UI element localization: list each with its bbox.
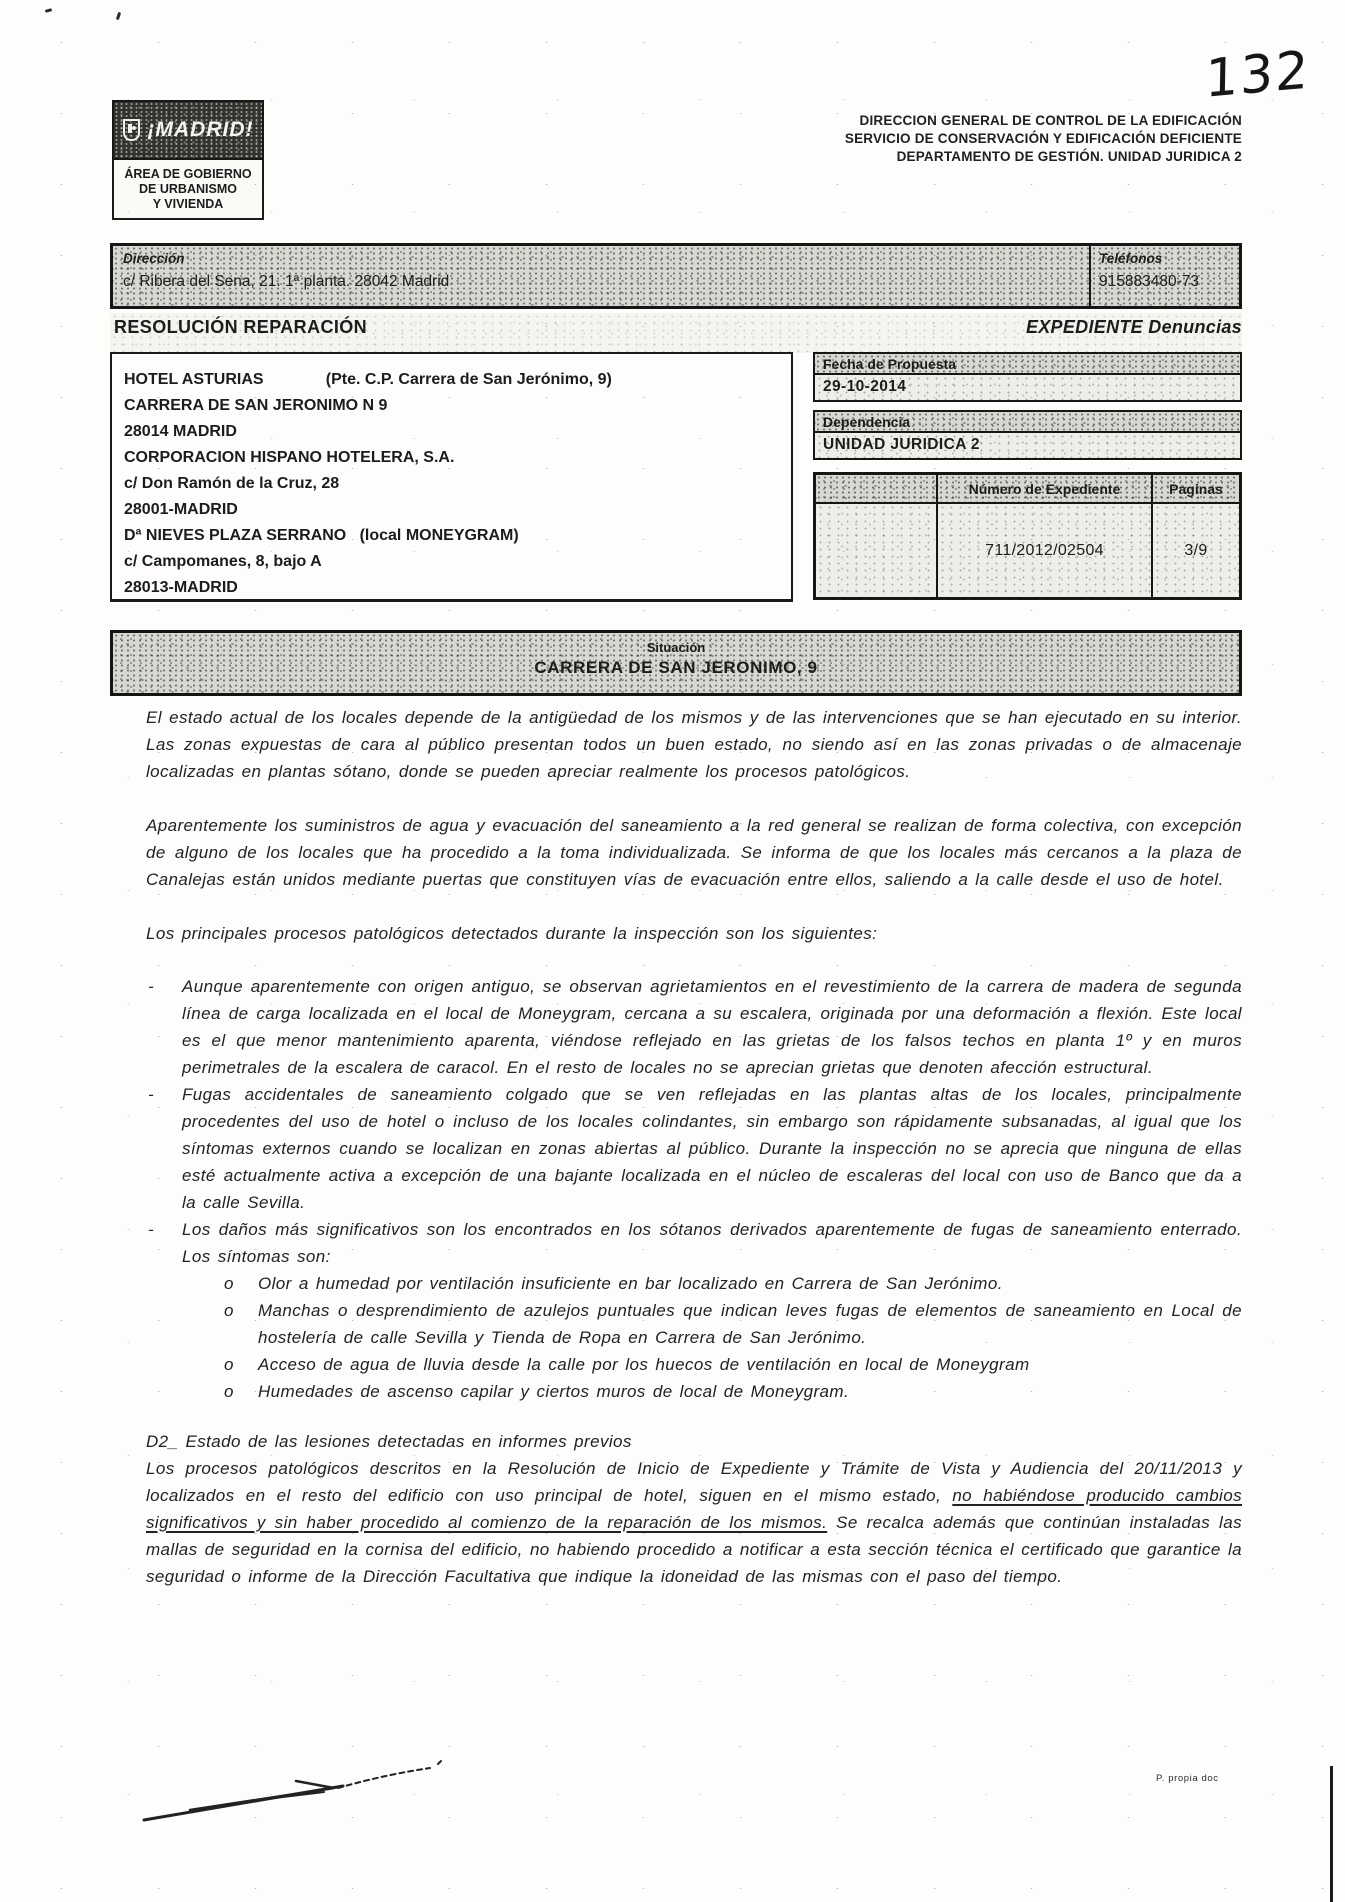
recipient-line: c/ Don Ramón de la Cruz, 28	[124, 475, 340, 492]
bullet-item	[146, 1216, 1242, 1270]
situacion-label: Situación	[646, 640, 706, 655]
scan-speck-mark	[116, 12, 121, 21]
numero-expediente-value: 711/2012/02504	[938, 504, 1153, 597]
gobierno-area-label	[112, 160, 264, 220]
telefonos-label: Teléfonos	[1099, 251, 1163, 266]
sub-bullet-text: Manchas o desprendimiento de azulejos puntuales que indican leves fugas de elementos de saneamiento en Local de hostelería de calle Sevilla y Tienda de Ropa en Carrera de San Jerónimo.	[258, 1301, 1242, 1347]
recipient-line: c/ Campomanes, 8, bajo A	[124, 553, 322, 570]
recipient-line: Dª NIEVES PLAZA SERRANO (local MONEYGRAM)	[124, 527, 519, 544]
document-body	[146, 704, 1242, 1590]
footer-tiny-note: P. propia doc	[1156, 1773, 1219, 1784]
bullet-item	[146, 973, 1242, 1081]
madrid-logo-banner	[112, 100, 264, 160]
scan-speck-mark	[45, 8, 53, 13]
list-intro: Los principales procesos patológicos detectados durante la inspección son los siguientes:	[146, 924, 878, 943]
sub-bullet-text: Acceso de agua de lluvia desde la calle por los huecos de ventilación en local de Moneygram	[258, 1355, 1030, 1374]
recipient-line: 28001-MADRID	[124, 501, 238, 518]
department-header-line: SERVICIO DE CONSERVACIÓN Y EDIFICACIÓN DEFICIENTE	[844, 131, 1242, 146]
bullet-text: Aunque aparentemente con origen antiguo, se observan agrietamientos en el revestimiento de la carrera de madera de segunda línea de carga localizada en el local de Moneygram, cercana a su escalera, originada por una deformación a flexión. Este local es el que menor mantenimiento aparenta, viéndose reflejado en las grietas de los falsos techos en planta 1º y en muros perimetrales de la escalera de caracol. En el resto de locales no se aprecian grietas que denoten afección estructural.	[182, 977, 1242, 1077]
recipient-line: CORPORACION HISPANO HOTELERA, S.A.	[124, 449, 455, 466]
gobierno-area-line: Y VIVIENDA	[152, 197, 224, 211]
numero-expediente-label: Número de Expediente	[938, 475, 1153, 502]
sub-bullet-item	[224, 1297, 1242, 1351]
direccion-label: Dirección	[123, 251, 185, 266]
d2-heading: D2_ Estado de las lesiones detectadas en informes previos	[146, 1432, 632, 1451]
situacion-bar	[110, 630, 1242, 696]
empty-header-cell	[816, 475, 938, 502]
section-d2	[146, 1428, 1242, 1590]
symptom-sub-list	[224, 1270, 1242, 1405]
scan-artifact-line	[1330, 1766, 1333, 1902]
contact-bar	[110, 243, 1242, 309]
document-title: RESOLUCIÓN REPARACIÓN	[114, 317, 368, 337]
recipient-line: 28014 MADRID	[124, 423, 237, 440]
handwritten-scribble-arrow	[138, 1748, 468, 1838]
madrid-logo	[112, 100, 264, 220]
dependencia-label: Dependencia	[815, 412, 1240, 433]
expediente-title: EXPEDIENTE Denuncias	[1025, 317, 1242, 337]
department-header-line: DIRECCION GENERAL DE CONTROL DE LA EDIFICACIÓN	[859, 113, 1242, 128]
sub-bullet-o-marker: o	[224, 1301, 234, 1320]
bullet-item	[146, 1081, 1242, 1216]
madrid-coat-of-arms-icon	[123, 119, 140, 141]
recipient-line: 28013-MADRID	[124, 579, 238, 596]
direccion-cell	[113, 246, 1089, 306]
paginas-value: 3/9	[1153, 504, 1239, 597]
direccion-value: c/ Ribera del Sena, 21. 1ª planta. 28042 Madrid	[123, 273, 450, 290]
gobierno-area-line: ÁREA DE GOBIERNO	[124, 167, 252, 181]
sub-bullet-o-marker: o	[224, 1274, 234, 1293]
fecha-propuesta-label: Fecha de Propuesta	[815, 354, 1240, 375]
sub-bullet-item	[224, 1378, 1242, 1405]
expediente-table-values	[816, 504, 1239, 597]
sub-bullet-text: Humedades de ascenso capilar y ciertos muros de local de Moneygram.	[258, 1382, 850, 1401]
d2-paragraph	[146, 1455, 1242, 1590]
gobierno-area-line: DE URBANISMO	[139, 182, 237, 196]
recipient-line: HOTEL ASTURIAS (Pte. C.P. Carrera de San Jerónimo, 9)	[124, 371, 612, 388]
department-header-line: DEPARTAMENTO DE GESTIÓN. UNIDAD JURIDICA 2	[896, 149, 1242, 164]
bullet-text: Los daños más significativos son los encontrados en los sótanos derivados aparentemente de fugas de saneamiento enterrado. Los síntomas son:	[182, 1220, 1242, 1266]
sub-bullet-o-marker: o	[224, 1355, 234, 1374]
fecha-propuesta-box	[813, 352, 1242, 402]
telefonos-value: 915883480-73	[1099, 273, 1199, 290]
bullet-text: Fugas accidentales de saneamiento colgado que se ven reflejadas en las plantas altas de los locales, principalmente procedentes del uso de hotel o incluso de los locales colindantes, sin embargo son rápidamente subsanadas, al igual que los síntomas externos cuando se localizan en zonas abiertas al público. Durante la inspección no se aprecia que ninguna de ellas esté actualmente activa a excepción de una bajante localizada en el núcleo de escaleras del local con uso de Banco que da a la calle Sevilla.	[182, 1085, 1242, 1212]
sub-bullet-o-marker: o	[224, 1382, 234, 1401]
dependencia-box	[813, 410, 1242, 460]
sub-bullet-item	[224, 1270, 1242, 1297]
expediente-table-header	[816, 475, 1239, 504]
paginas-label: Paginas	[1153, 475, 1239, 502]
sub-bullet-item	[224, 1351, 1242, 1378]
department-header	[845, 112, 1242, 166]
bullet-dash-marker: -	[148, 1085, 155, 1104]
bullet-dash-marker: -	[148, 977, 155, 996]
bullet-dash-marker: -	[148, 1220, 155, 1239]
handwritten-page-number: 132	[1204, 40, 1311, 110]
d2-underlined-text: no habiéndose producido cambios significativos y sin haber procedido al comienzo de la reparación de los mismos.	[146, 1486, 1242, 1532]
recipient-address-box	[110, 352, 793, 602]
dependencia-value: UNIDAD JURIDICA 2	[815, 433, 1240, 458]
title-row	[114, 317, 1242, 338]
d2-text-part2: Se recalca además que continúan instaladas las mallas de seguridad en la cornisa del edificio, no habiendo procedido a notificar a esta sección técnica el certificado que garantice la seguridad o informe de la Dirección Facultativa que indique la idoneidad de las mismas con el paso del tiempo.	[146, 1513, 1242, 1586]
madrid-brand-text: ¡MADRID!	[147, 118, 254, 141]
expediente-table	[813, 472, 1242, 600]
empty-value-cell	[816, 504, 938, 597]
sub-bullet-text: Olor a humedad por ventilación insuficiente en bar localizado en Carrera de San Jerónimo.	[258, 1274, 1003, 1293]
recipient-line: CARRERA DE SAN JERONIMO N 9	[124, 397, 388, 414]
telefonos-cell	[1089, 246, 1239, 306]
fecha-propuesta-value: 29-10-2014	[815, 375, 1240, 400]
paragraph-suministros: Aparentemente los suministros de agua y evacuación del saneamiento a la red general se realizan de forma colectiva, con excepción de alguno de los locales que ha procedido a la toma individualizada. Se informa de que los locales más cercanos a la plaza de Canalejas están unidos mediante puertas que constituyen vías de evacuación entre ellos, saliendo a la calle desde el uso de hotel.	[146, 816, 1242, 889]
d2-text-part1: Los procesos patológicos descritos en la Resolución de Inicio de Expediente y Trámite de Vista y Audiencia del 20/11/2013 y localizados en el resto del edificio con uso principal de hotel, siguen en el mismo estado,	[146, 1459, 1242, 1505]
pathology-bullet-list	[146, 973, 1242, 1270]
situacion-value: CARRERA DE SAN JERONIMO, 9	[534, 658, 818, 677]
paragraph-estado-actual: El estado actual de los locales depende de la antigüedad de los mismos y de las intervenciones que se han ejecutado en su interior. Las zonas expuestas de cara al público presentan todos un buen estado, no siendo así en las zonas privadas o de almacenaje localizadas en plantas sótano, donde se pueden apreciar realmente los procesos patológicos.	[146, 708, 1242, 781]
